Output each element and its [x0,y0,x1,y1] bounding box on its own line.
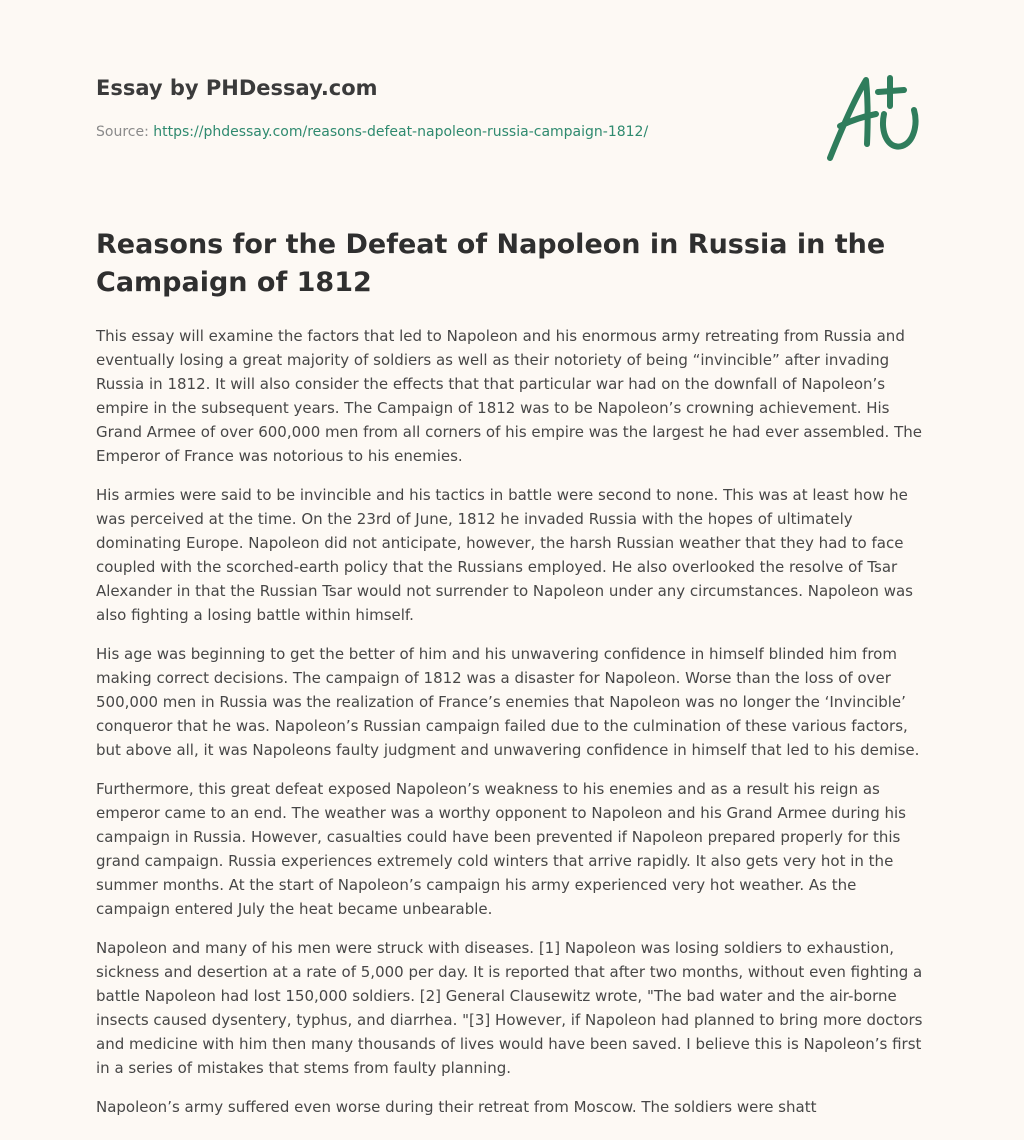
site-title: Essay by PHDessay.com [96,76,378,100]
essay-body [96,324,928,1134]
source-line [96,124,648,140]
essay-paragraph: Furthermore, this great defeat exposed Napoleon’s weakness to his enemies and as a result his reign as emperor came to an end. The weather was a worthy opponent to Napoleon and his Grand Armee during his campaign in Russia. However, casualties could have been prevented if Napoleon prepared properly for this grand campaign. Russia experiences extremely cold winters that arrive rapidly. It also gets very hot in the summer months. At the start of Napoleon’s campaign his army experienced very hot weather. As the campaign entered July the heat became unbearable. [96,780,906,918]
source-label: Source: [96,124,154,140]
essay-title: Reasons for the Defeat of Napoleon in Russia in the Campaign of 1812 [96,229,886,298]
a-plus-logo-icon [818,66,930,166]
essay-paragraph: His age was beginning to get the better of him and his unwavering confidence in himself blinded him from making correct decisions. The campaign of 1812 was a disaster for Napoleon. Worse than the loss of over 500,000 men in Russia was the realization of France’s enemies that Napoleon was no longer the ‘Invincible’ conqueror that he was. Napoleon’s Russian campaign failed due to the culmination of these various factors, but above all, it was Napoleons faulty judgment and unwavering confidence in himself that led to his demise. [96,645,920,759]
essay-paragraph: This essay will examine the factors that led to Napoleon and his enormous army retreating from Russia and eventually losing a great majority of soldiers as well as their notoriety of being “invincible” after invading Russia in 1812. It will also consider the effects that that particular war had on the downfall of Napoleon’s empire in the subsequent years. The Campaign of 1812 was to be Napoleon’s crowning achievement. His Grand Armee of over 600,000 men from all corners of his empire was the largest he had ever assembled. The Emperor of France was notorious to his enemies. [96,327,922,465]
essay-paragraph: Napoleon’s army suffered even worse during their retreat from Moscow. The soldiers were shatt [96,1098,817,1116]
essay-paragraph: His armies were said to be invincible and his tactics in battle were second to none. This was at least how he was perceived at the time. On the 23rd of June, 1812 he invaded Russia with the hopes of ultimately dominating Europe. Napoleon did not anticipate, however, the harsh Russian weather that they had to face coupled with the scorched-earth policy that the Russians employed. He also overlooked the resolve of Tsar Alexander in that the Russian Tsar would not surrender to Napoleon under any circumstances. Napoleon was also fighting a losing battle within himself. [96,486,913,624]
essay-paragraph: Napoleon and many of his men were struck with diseases. [1] Napoleon was losing soldiers to exhaustion, sickness and desertion at a rate of 5,000 per day. It is reported that after two months, without even fighting a battle Napoleon had lost 150,000 soldiers. [2] General Clausewitz wrote, "The bad water and the air-borne insects caused dysentery, typhus, and diarrhea. "[3] However, if Napoleon had planned to bring more doctors and medicine with him then many thousands of lives would have been saved. I believe this is Napoleon’s first in a series of mistakes that stems from faulty planning. [96,939,923,1077]
source-link[interactable]: https://phdessay.com/reasons-defeat-napoleon-russia-campaign-1812/ [153,124,649,140]
